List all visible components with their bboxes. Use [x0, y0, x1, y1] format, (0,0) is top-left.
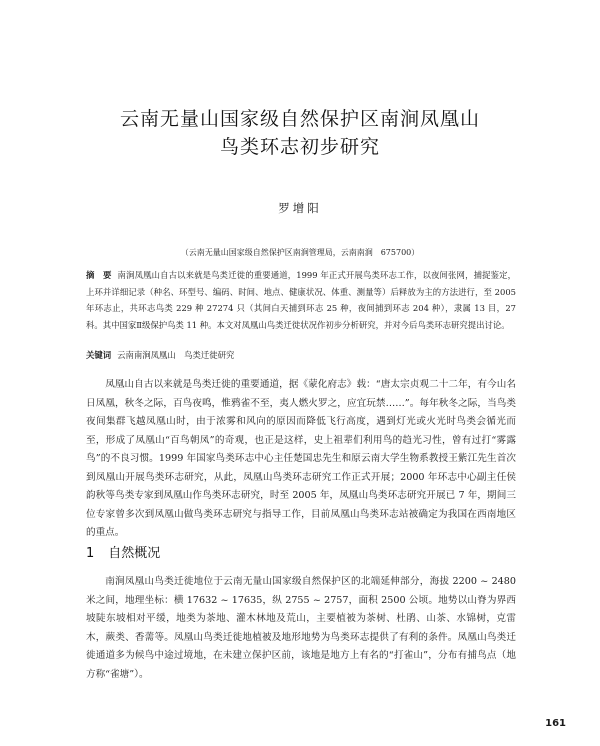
section-number: 1 [86, 546, 95, 561]
section-paragraph: 南涧凤凰山鸟类迁徙地位于云南无量山国家级自然保护区的北端延伸部分，海拔 2200 ~ 2480 米之间，地理坐标：横 17632 ~ 17635，纵 2755 ~ 2757，面积 2500 公顷。地势以山脊为界西坡陡东坡相对平缓，地类为茶地、灌木林地及荒山，主要植被为茶树、杜鹃、山茶、水锦树，克雷木，蕨类、香薷等。凤凰山鸟类迁徙地植被及地形地势为鸟类环志提供了有利的条件。凤凰山鸟类迁徙通道多为候鸟中途过境地，在未建立保护区前，该地是地方上有名的“打雀山”，分布有捕鸟点（地方称“雀塘”）。 [86, 576, 516, 680]
abstract-text: 南涧凤凰山自古以来就是鸟类迁徙的重要通道，1999 年正式开展鸟类环志工作，以夜间张网，捕捉鉴定，上环并详细记录（种名、环型号、编码、时间、地点、健康状况、体重、测量等）后释放为主的方法进行，至 2005 年环志止，共环志鸟类 229 种 27274 只（其间白天捕到环志 25 种，夜间捕到环志 204 种），隶属 13 目，27 科。其中国家Ⅱ级保护鸟类 11 种。本文对凤凰山鸟类迁徙状况作初步分析研究，并对今后鸟类环志研究提出讨论。 [86, 270, 517, 330]
section-heading [86, 542, 160, 561]
keywords-text: 云南南涧凤凰山 鸟类迁徙研究 [117, 350, 235, 360]
intro-paragraph: 凤凰山自古以来就是鸟类迁徙的重要通道，据《蒙化府志》载：“唐太宗贞观二十二年，有今山名日凤凰，秋冬之际，百鸟夜鸣，惟鸦雀不至，夷人燃火罗之，应宜玩禁……”。每年秋冬之际，当鸟类夜间集群飞越凤凰山时，由于浓雾和风向的原因而降低飞行高度，遇到灯光或火光时鸟类会循光而至，形成了凤凰山“百鸟朝凤”的奇观，也正是这样，史上祖辈们利用鸟的趋光习性，曾有过打“雾露鸟”的不良习惯。1999 年国家鸟类环志中心主任楚国忠先生和原云南大学生物系教授王紫江先生首次到凤凰山开展鸟类环志研究，从此，凤凰山鸟类环志研究工作正式开展；2000 年环志中心副主任侯韵秋等鸟类专家到凤凰山作鸟类环志研究，时至 2005 年，凤凰山鸟类环志研究开展已 7 年，期间三位专家曾多次到凤凰山做鸟类环志研究与指导工作，目前凤凰山鸟类环志站被确定为我国在西南地区的重点。 [86, 379, 516, 538]
title-line-2: 鸟类环志初步研究 [219, 136, 380, 158]
abstract-label: 摘 要 [86, 270, 112, 280]
title-line-1: 云南无量山国家级自然保护区南涧凤凰山 [119, 108, 480, 130]
page-number: 161 [545, 718, 566, 729]
keywords [86, 349, 516, 361]
section-title: 自然概况 [108, 546, 161, 561]
keywords-label: 关键词 [86, 350, 112, 360]
author-affiliation: （云南无量山国家级自然保护区南涧管理局，云南南涧 675700） [180, 248, 420, 257]
author-name: 罗增阳 [278, 201, 322, 215]
abstract [86, 267, 516, 333]
